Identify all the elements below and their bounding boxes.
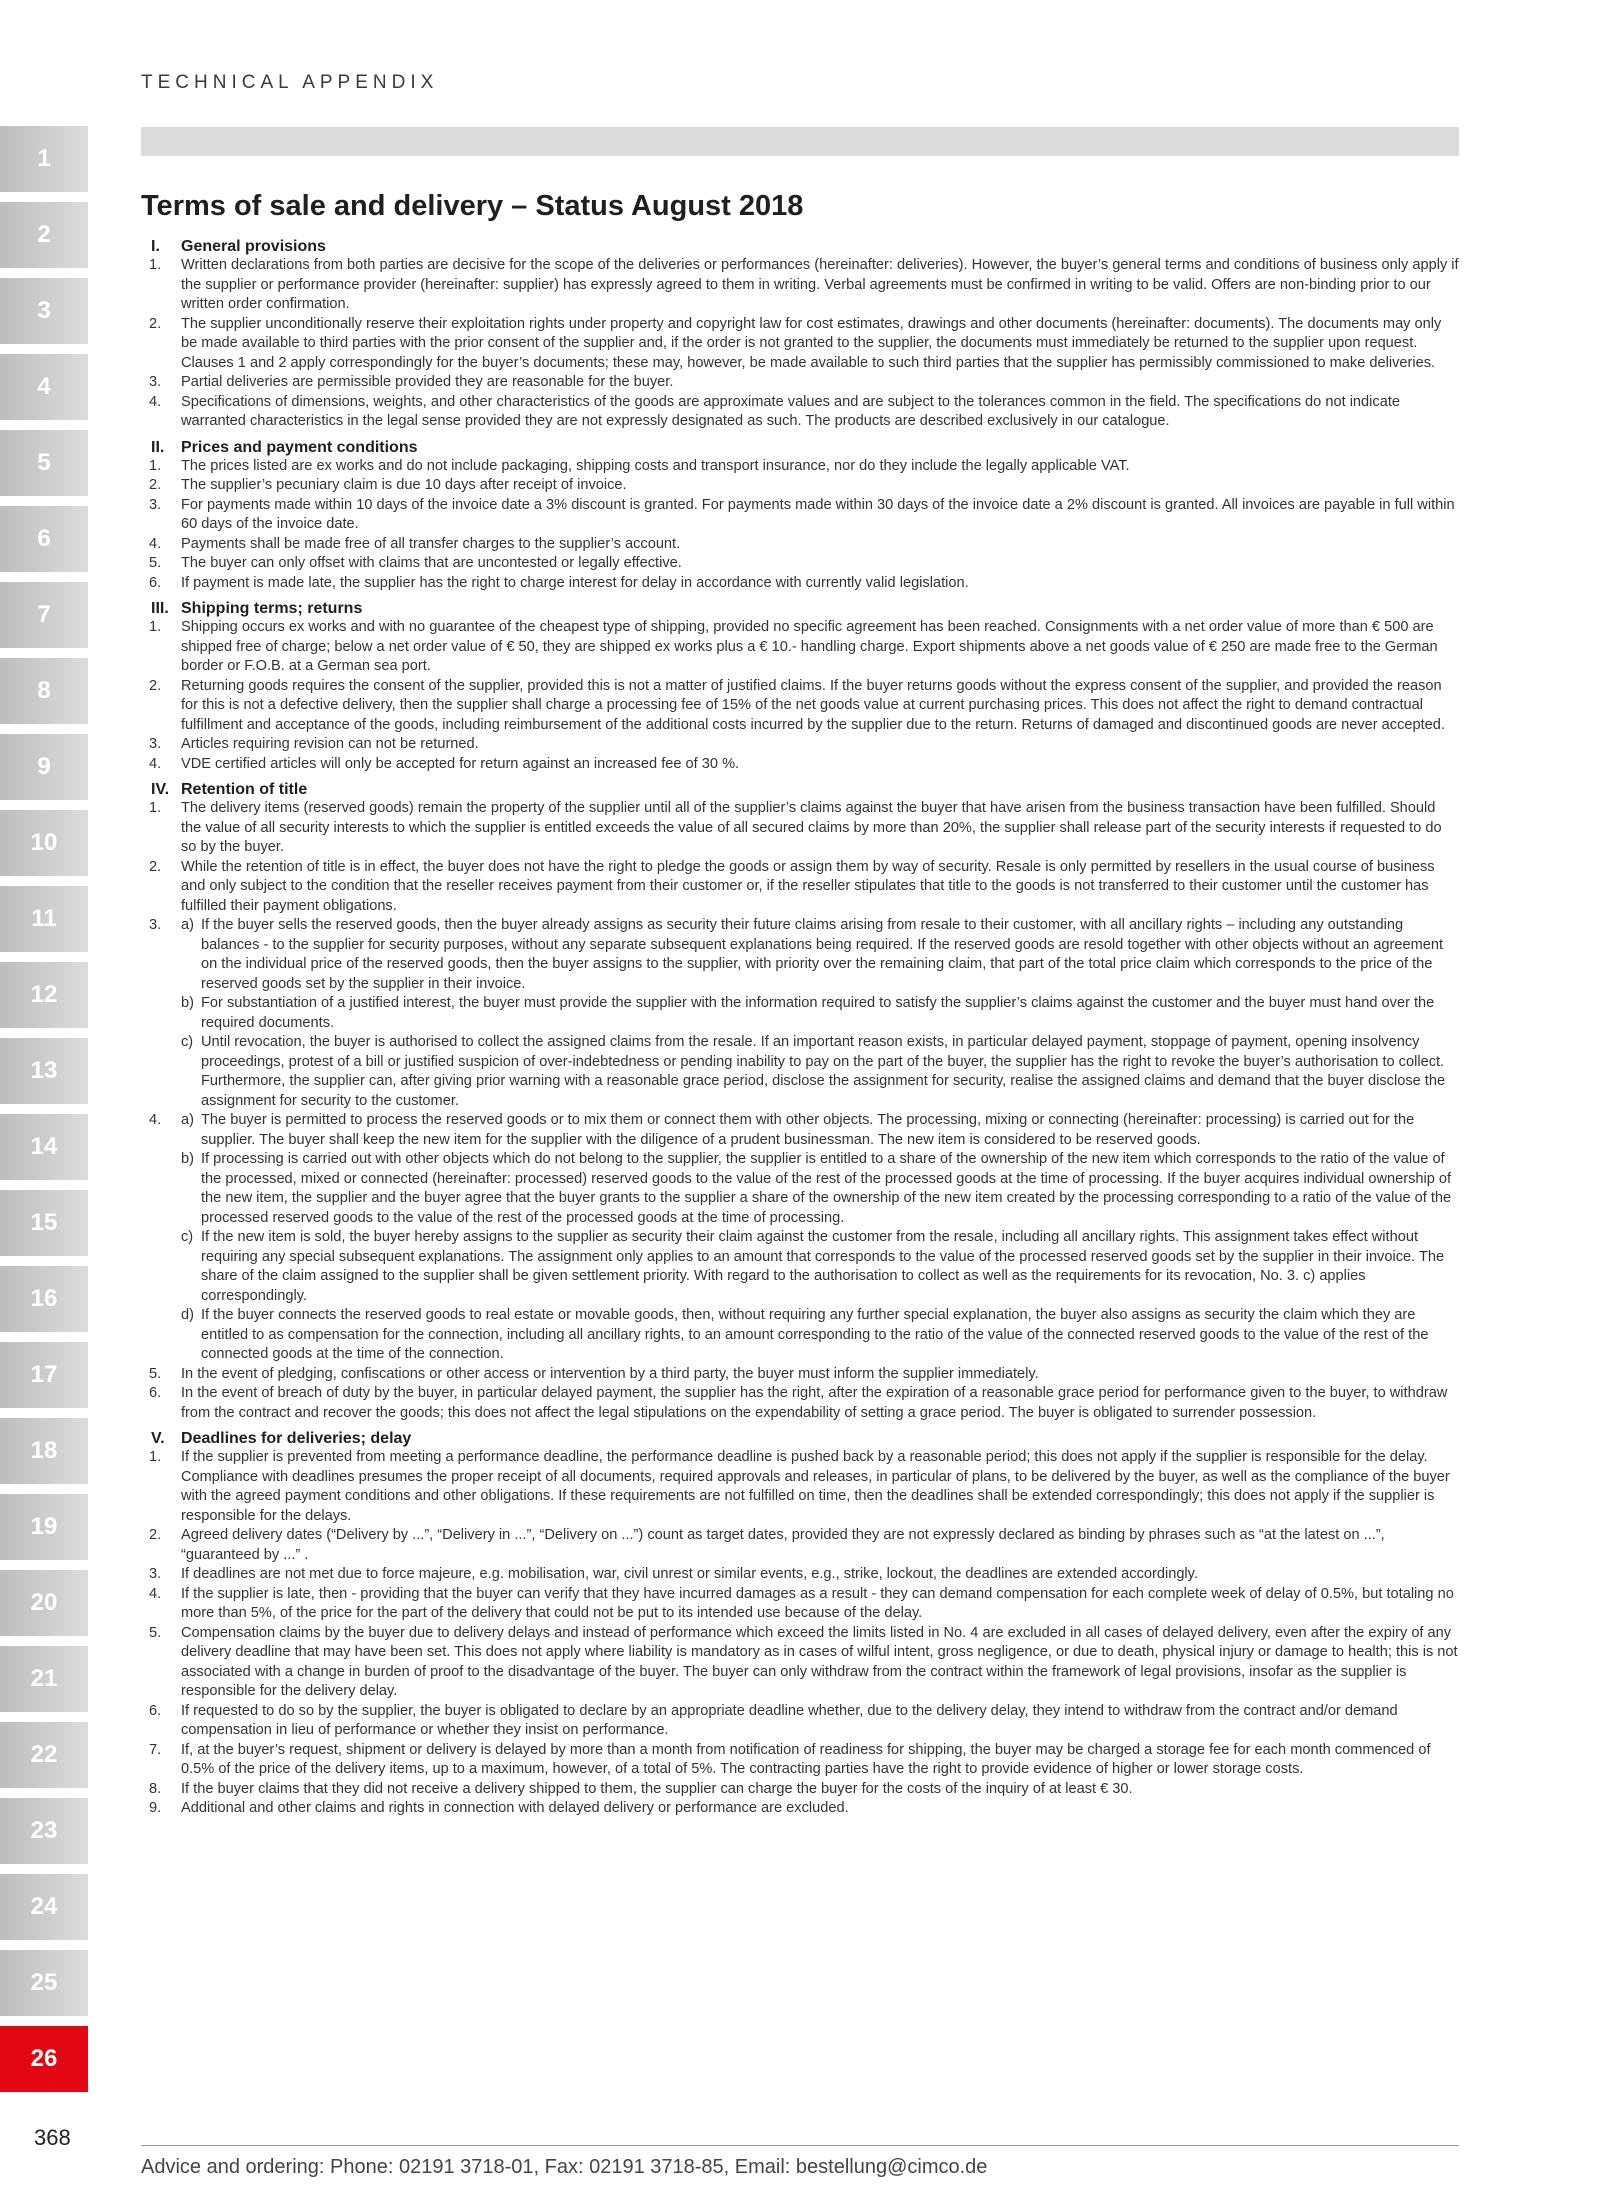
subclause-item	[141, 1228, 1459, 1306]
clause-text: If the supplier is late, then - providing that the buyer can verify that they have incurred damages as a result - they can demand compensation for each complete week of delay of 0.5%, but totaling no more than 5%, of the price for the part of the delivery that could not be put to its intended use because of the delay.	[181, 1585, 1454, 1621]
clause-number: 2.	[149, 1527, 162, 1543]
chapter-tab-25[interactable]: 25	[0, 1950, 88, 2016]
clause-number: 2.	[149, 477, 162, 493]
page-number: 368	[34, 2125, 71, 2150]
clause-number: 5.	[149, 555, 162, 571]
subclause-letter: b)	[181, 1151, 194, 1167]
chapter-tab-22[interactable]: 22	[0, 1722, 88, 1788]
subclause-letter: c)	[181, 1229, 194, 1245]
subclause-item	[141, 1306, 1459, 1365]
chapter-tab-19[interactable]: 19	[0, 1494, 88, 1560]
chapter-tab-2[interactable]: 2	[0, 202, 88, 268]
clause-text: Specifications of dimensions, weights, and other characteristics of the goods are approximate values and are subject to the tolerances common in the field. The specifications do not indicate warranted characteristics in the legal sense provided they are not expressly designated as such. The products are described exclusively in our catalogue.	[181, 393, 1400, 429]
section-heading	[141, 599, 1459, 618]
chapter-tab-14[interactable]: 14	[0, 1114, 88, 1180]
subclause-text: If the buyer connects the reserved goods to real estate or movable goods, then, without requiring any further special explanation, the buyer also assigns as security the claim which they are entitled to as compensation for the connection, including all ancillary rights, to an amount corresponding to the ratio of the value of the connected reserved goods to the value of the rest of the connected goods at the time of the connection.	[201, 1307, 1429, 1362]
subclause-text: If the new item is sold, the buyer hereby assigns to the supplier as security their claim against the customer from the resale, including all ancillary rights. This assignment takes effect without requiring any special subsequent explanations. The assignment only applies to an amount that corresponds to the value of the processed reserved goods set by the supplier in their invoice. The share of the claim assigned to the supplier shall be given settlement priority. With regard to the authorisation to collect as well as the requirements for its revocation, No. 3. c) applies correspondingly.	[201, 1229, 1445, 1304]
document-content	[141, 190, 1459, 1825]
clause-item	[141, 476, 1459, 496]
chapter-tab-4[interactable]: 4	[0, 354, 88, 420]
clause-text: The prices listed are ex works and do not include packaging, shipping costs and transport insurance, nor do they include the legally applicable VAT.	[181, 457, 1130, 474]
clause-number: 2.	[149, 858, 162, 875]
clause-text: Partial deliveries are permissible provided they are reasonable for the buyer.	[181, 374, 674, 390]
subclause-letter: c)	[181, 1034, 194, 1050]
section-title: Prices and payment conditions	[181, 438, 418, 456]
clause-number: 1.	[149, 1449, 162, 1465]
clause-number: 4.	[149, 393, 162, 410]
chapter-tab-11[interactable]: 11	[0, 886, 88, 952]
section	[141, 780, 1459, 1423]
section-number: II.	[151, 438, 165, 456]
chapter-tab-8[interactable]: 8	[0, 658, 88, 724]
chapter-tab-18[interactable]: 18	[0, 1418, 88, 1484]
clause-item	[141, 1799, 1459, 1819]
chapter-tab-5[interactable]: 5	[0, 430, 88, 496]
chapter-tab-15[interactable]: 15	[0, 1190, 88, 1256]
clause-text: The buyer can only offset with claims that are uncontested or legally effective.	[181, 555, 682, 571]
clause-item	[141, 457, 1459, 477]
clause-number: 1.	[149, 800, 162, 816]
footer-contact: Advice and ordering: Phone: 02191 3718-01, Fax: 02191 3718-85, Email: bestellung@cimco.de	[141, 2156, 988, 2178]
clause-text: If payment is made late, the supplier has the right to charge interest for delay in accordance with currently valid legislation.	[181, 574, 969, 591]
section-number: IV.	[151, 781, 170, 798]
subclause-letter: b)	[181, 995, 194, 1011]
footer-divider	[141, 2145, 1459, 2146]
subclause-letter: a)	[181, 917, 194, 933]
clause-text: If the buyer claims that they did not receive a delivery shipped to them, the supplier can charge the buyer for the costs of the inquiry of at least € 30.	[181, 1780, 1133, 1797]
section-heading	[141, 237, 1459, 256]
clause-text: Returning goods requires the consent of the supplier, provided this is not a matter of justified claims. If the buyer returns goods without the express consent of the supplier, and provided the reason for this is not a defective delivery, then the supplier shall charge a processing fee of 15% of the net goods value at current purchasing prices. This does not affect the right to demand contractual fulfillment and acceptance of the goods, including reimbursement of the additional costs incurred by the supplier due to the return. Returns of damaged and discontinued goods are never accepted.	[181, 677, 1445, 733]
section-heading	[141, 780, 1459, 799]
chapter-tabs	[0, 126, 88, 2102]
section	[141, 438, 1459, 594]
clause-item	[141, 535, 1459, 555]
clause-text	[181, 1111, 1459, 1150]
clause-number: 4.	[149, 1112, 162, 1128]
chapter-tab-20[interactable]: 20	[0, 1570, 88, 1636]
clause-item	[141, 315, 1459, 374]
clause-number: 7.	[149, 1741, 162, 1758]
clause-item	[141, 373, 1459, 393]
clause-item	[141, 677, 1459, 736]
section-heading	[141, 1429, 1459, 1448]
sections-container	[141, 237, 1459, 1819]
chapter-tab-21[interactable]: 21	[0, 1646, 88, 1712]
clause-number: 9.	[149, 1800, 162, 1816]
clause-item	[141, 1585, 1459, 1624]
clause-text: While the retention of title is in effect, the buyer does not have the right to pledge the goods or assign them by way of security. Resale is only permitted by resellers in the usual course of business and only subject to the condition that the reseller receives payment from their customer or, if the reseller stipulates that title to the goods is not transferred to their customer until the customer has fulfilled their payment obligations.	[181, 858, 1435, 914]
chapter-tab-13[interactable]: 13	[0, 1038, 88, 1104]
clause-number: 3.	[149, 736, 162, 752]
page-title: Terms of sale and delivery – Status August 2018	[141, 190, 804, 222]
clause-item	[141, 496, 1459, 535]
section	[141, 1429, 1459, 1819]
clause-text: Agreed delivery dates (“Delivery by ...”, “Delivery in ...”, “Delivery on ...”) count as target dates, provided they are not expressly declared as binding by phrases such as “at the latest on ...”, “guaranteed by ...” .	[181, 1527, 1385, 1563]
chapter-tab-3[interactable]: 3	[0, 278, 88, 344]
clause-number: 3.	[149, 374, 162, 390]
subclause-letter: d)	[181, 1307, 194, 1323]
section-number: III.	[151, 600, 169, 617]
clause-item	[141, 755, 1459, 775]
clause-number: 5.	[149, 1365, 162, 1382]
subclause-text: If processing is carried out with other objects which do not belong to the supplier, the supplier is entitled to a share of the ownership of the new item which corresponds to the ratio of the value of the processed, mixed or connected (hereinafter: processed) reserved goods to the value of the rest of the processed goods at the time of processing. If the buyer acquires individual ownership of the new item, the supplier and the buyer agree that the buyer grants to the supplier a share of the ownership of the new item created by the processing corresponding to a ratio of the value of the processed reserved goods to the value of the rest of the processed goods at the time of processing.	[201, 1151, 1452, 1226]
subclause-text: If the buyer sells the reserved goods, then the buyer already assigns as security their future claims arising from resale to their customer, with all ancillary rights – including any outstanding balances - to the supplier for security purposes, without any separate subsequent explanations being required. If the reserved goods are resold together with other objects without an agreement on the individual price of the reserved goods, then the buyer assigns to the supplier, with priority over the remaining claim, that part of the total price claim which corresponds to the price of the reserved goods set by the supplier in their invoice.	[201, 917, 1444, 992]
chapter-tab-7[interactable]: 7	[0, 582, 88, 648]
clause-text: VDE certified articles will only be accepted for return against an increased fee of 30 %.	[181, 755, 740, 772]
clause-item	[141, 574, 1459, 594]
clause-item	[141, 1111, 1459, 1150]
section	[141, 237, 1459, 432]
chapter-tab-1[interactable]: 1	[0, 126, 88, 192]
clause-text: For payments made within 10 days of the invoice date a 3% discount is granted. For payments made within 30 days of the invoice date a 2% discount is granted. All invoices are payable in full within 60 days of the invoice date.	[181, 496, 1455, 532]
clause-number: 3.	[149, 1566, 162, 1582]
clause-item	[141, 1365, 1459, 1385]
chapter-tab-26[interactable]: 26	[0, 2026, 88, 2092]
chapter-tab-12[interactable]: 12	[0, 962, 88, 1028]
section-title: Retention of title	[181, 781, 308, 798]
clause-text: Articles requiring revision can not be returned.	[181, 736, 479, 752]
clause-item	[141, 858, 1459, 917]
clause-text: Compensation claims by the buyer due to delivery delays and instead of performance which exceed the limits listed in No. 4 are excluded in all cases of delayed delivery, even after the expiry of any delivery deadline that may have been set. This does not apply where liability is mandatory as in cases of wilful intent, gross negligence, or due to death, physical injury or damage to health; this is not associated with a change in burden of proof to the disadvantage of the buyer. The buyer can only withdraw from the contract within the framework of legal provisions, insofar as the supplier is responsible for the delivery delay.	[181, 1624, 1458, 1699]
clause-item	[141, 554, 1459, 574]
clause-text: If the supplier is prevented from meeting a performance deadline, the performance deadline is pushed back by a reasonable period; this does not apply if the supplier is responsible for the delay. Compliance with deadlines presumes the proper receipt of all documents, required approvals and releases, in particular of plans, to be delivered by the buyer, as well as the compliance of the buyer with the agreed payment conditions and other obligations. If these requirements are not fulfilled on time, then the deadlines shall be extended correspondingly; this does not apply if the supplier is responsible for the delays.	[181, 1449, 1450, 1524]
chapter-tab-10[interactable]: 10	[0, 810, 88, 876]
clause-text: The supplier unconditionally reserve their exploitation rights under property and copyright law for cost estimates, drawings and other documents (hereinafter: documents). The documents may only be made available to third parties with the prior consent of the supplier and, if the order is not granted to the supplier, the documents must immediately be returned to the supplier upon request. Clauses 1 and 2 apply correspondingly for the buyer’s documents; these may, however, be made available to such third parties that the supplier has permissibly commissioned to make deliveries.	[181, 315, 1442, 371]
section-number: V.	[151, 1430, 165, 1447]
clause-text: Payments shall be made free of all transfer charges to the supplier’s account.	[181, 535, 681, 552]
clause-item	[141, 1624, 1459, 1702]
chapter-tab-23[interactable]: 23	[0, 1798, 88, 1864]
clause-text: Additional and other claims and rights in connection with delayed delivery or performance are excluded.	[181, 1800, 849, 1816]
clause-number: 5.	[149, 1624, 162, 1641]
clause-number: 3.	[149, 496, 162, 513]
section-title: Deadlines for deliveries; delay	[181, 1430, 412, 1447]
clause-number: 4.	[149, 755, 162, 772]
clause-item	[141, 618, 1459, 677]
clause-item	[141, 1702, 1459, 1741]
clause-item	[141, 1526, 1459, 1565]
subclause-item	[141, 994, 1459, 1033]
header-label: TECHNICAL APPENDIX	[141, 72, 439, 93]
section	[141, 599, 1459, 774]
clause-text: In the event of breach of duty by the buyer, in particular delayed payment, the supplier has the right, after the expiration of a reasonable grace period for performance given to the buyer, to withdraw from the contract and recover the goods; this does not affect the legal stipulations on the expendability of setting a grace period. The buyer is obligated to surrender possession.	[181, 1385, 1448, 1421]
clause-text: In the event of pledging, confiscations or other access or intervention by a third party, the buyer must inform the supplier immediately.	[181, 1365, 1039, 1382]
clause-item	[141, 1565, 1459, 1585]
clause-text: If deadlines are not met due to force majeure, e.g. mobilisation, war, civil unrest or similar events, e.g., strike, lockout, the deadlines are extended accordingly.	[181, 1566, 1198, 1582]
clause-number: 6.	[149, 1385, 162, 1401]
clause-text	[181, 916, 1459, 994]
clause-number: 1.	[149, 619, 162, 635]
clause-text: If, at the buyer’s request, shipment or delivery is delayed by more than a month from notification of readiness for shipping, the buyer may be charged a storage fee for each month commenced of 0.5% of the price of the delivery items, up to a maximum, however, of a total of 5%. The contracting parties have the right to provide evidence of higher or lower storage costs.	[181, 1741, 1431, 1777]
clause-item	[141, 735, 1459, 755]
clause-item	[141, 256, 1459, 315]
clause-number: 3.	[149, 917, 162, 933]
subclause-item	[141, 1150, 1459, 1228]
clause-item	[141, 799, 1459, 858]
section-title: Shipping terms; returns	[181, 600, 363, 617]
chapter-tab-24[interactable]: 24	[0, 1874, 88, 1940]
header-bar	[141, 127, 1459, 156]
clause-item	[141, 1741, 1459, 1780]
clause-text: Shipping occurs ex works and with no guarantee of the cheapest type of shipping, provided no specific agreement has been reached. Consignments with a net order value of more than € 500 are shipped free of charge; below a net order value of € 50, they are shipped ex works plus a € 10.- handling charge. Export shipments above a net goods value of € 250 are made free to the German border or F.O.B. at a German sea port.	[181, 619, 1438, 674]
subclause-text: Until revocation, the buyer is authorised to collect the assigned claims from the resale. If an important reason exists, in particular delayed payment, stoppage of payment, opening insolvency proceedings, protest of a bill or justified suspicion of over-indebtedness or pending inability to pay on the part of the buyer, the supplier has the right to revoke the buyer’s authorisation to collect. Furthermore, the supplier can, after giving prior warning with a reasonable grace period, disclose the assignment for security, realise the assigned claims and demand that the buyer disclose the assignment for security to the customer.	[201, 1034, 1446, 1109]
subclause-letter: a)	[181, 1112, 194, 1128]
subclause-text: The buyer is permitted to process the reserved goods or to mix them or connect them with other objects. The processing, mixing or connecting (hereinafter: processing) is carried out for the supplier. The buyer shall keep the new item for the supplier with the diligence of a prudent businessman. The new item is considered to be reserved goods.	[201, 1112, 1415, 1148]
clause-number: 8.	[149, 1780, 162, 1797]
clause-number: 1.	[149, 257, 162, 273]
chapter-tab-6[interactable]: 6	[0, 506, 88, 572]
section-heading	[141, 438, 1459, 457]
chapter-tab-9[interactable]: 9	[0, 734, 88, 800]
clause-text: The supplier’s pecuniary claim is due 10 days after receipt of invoice.	[181, 477, 627, 493]
clause-item	[141, 1384, 1459, 1423]
clause-text: The delivery items (reserved goods) remain the property of the supplier until all of the supplier’s claims against the buyer that have arisen from the business transaction have been fulfilled. Should the value of all security interests to which the supplier is entitled exceeds the value of all secured claims by more than 20%, the supplier shall release part of the security interests if requested to do so by the buyer.	[181, 800, 1442, 855]
clause-number: 6.	[149, 574, 162, 591]
subclause-text: For substantiation of a justified interest, the buyer must provide the supplier with the information required to satisfy the supplier’s claims against the customer and the buyer must hand over the required documents.	[201, 995, 1435, 1031]
clause-text: If requested to do so by the supplier, the buyer is obligated to declare by an appropriate deadline whether, due to the delivery delay, they intend to withdraw from the contract and/or demand compensation in lieu of performance or whether they insist on performance.	[181, 1702, 1398, 1738]
clause-item	[141, 393, 1459, 432]
clause-item	[141, 1780, 1459, 1800]
clause-number: 1.	[149, 457, 162, 474]
subclause-item	[141, 1033, 1459, 1111]
section-number: I.	[151, 238, 160, 255]
clause-number: 6.	[149, 1702, 162, 1719]
clause-item	[141, 916, 1459, 994]
clause-text: Written declarations from both parties are decisive for the scope of the deliveries or performances (hereinafter: deliveries). However, the buyer’s general terms and conditions of business only apply if the supplier or performance provider (hereinafter: supplier) has expressly agreed to them in writing. Verbal agreements must be confirmed in writing to be valid. Offers are non-binding prior to our written order confirmation.	[181, 257, 1459, 312]
clause-number: 2.	[149, 677, 162, 694]
clause-item	[141, 1448, 1459, 1526]
chapter-tab-16[interactable]: 16	[0, 1266, 88, 1332]
clause-number: 4.	[149, 535, 162, 552]
clause-number: 4.	[149, 1585, 162, 1602]
section-title: General provisions	[181, 238, 326, 255]
clause-number: 2.	[149, 315, 162, 332]
chapter-tab-17[interactable]: 17	[0, 1342, 88, 1408]
